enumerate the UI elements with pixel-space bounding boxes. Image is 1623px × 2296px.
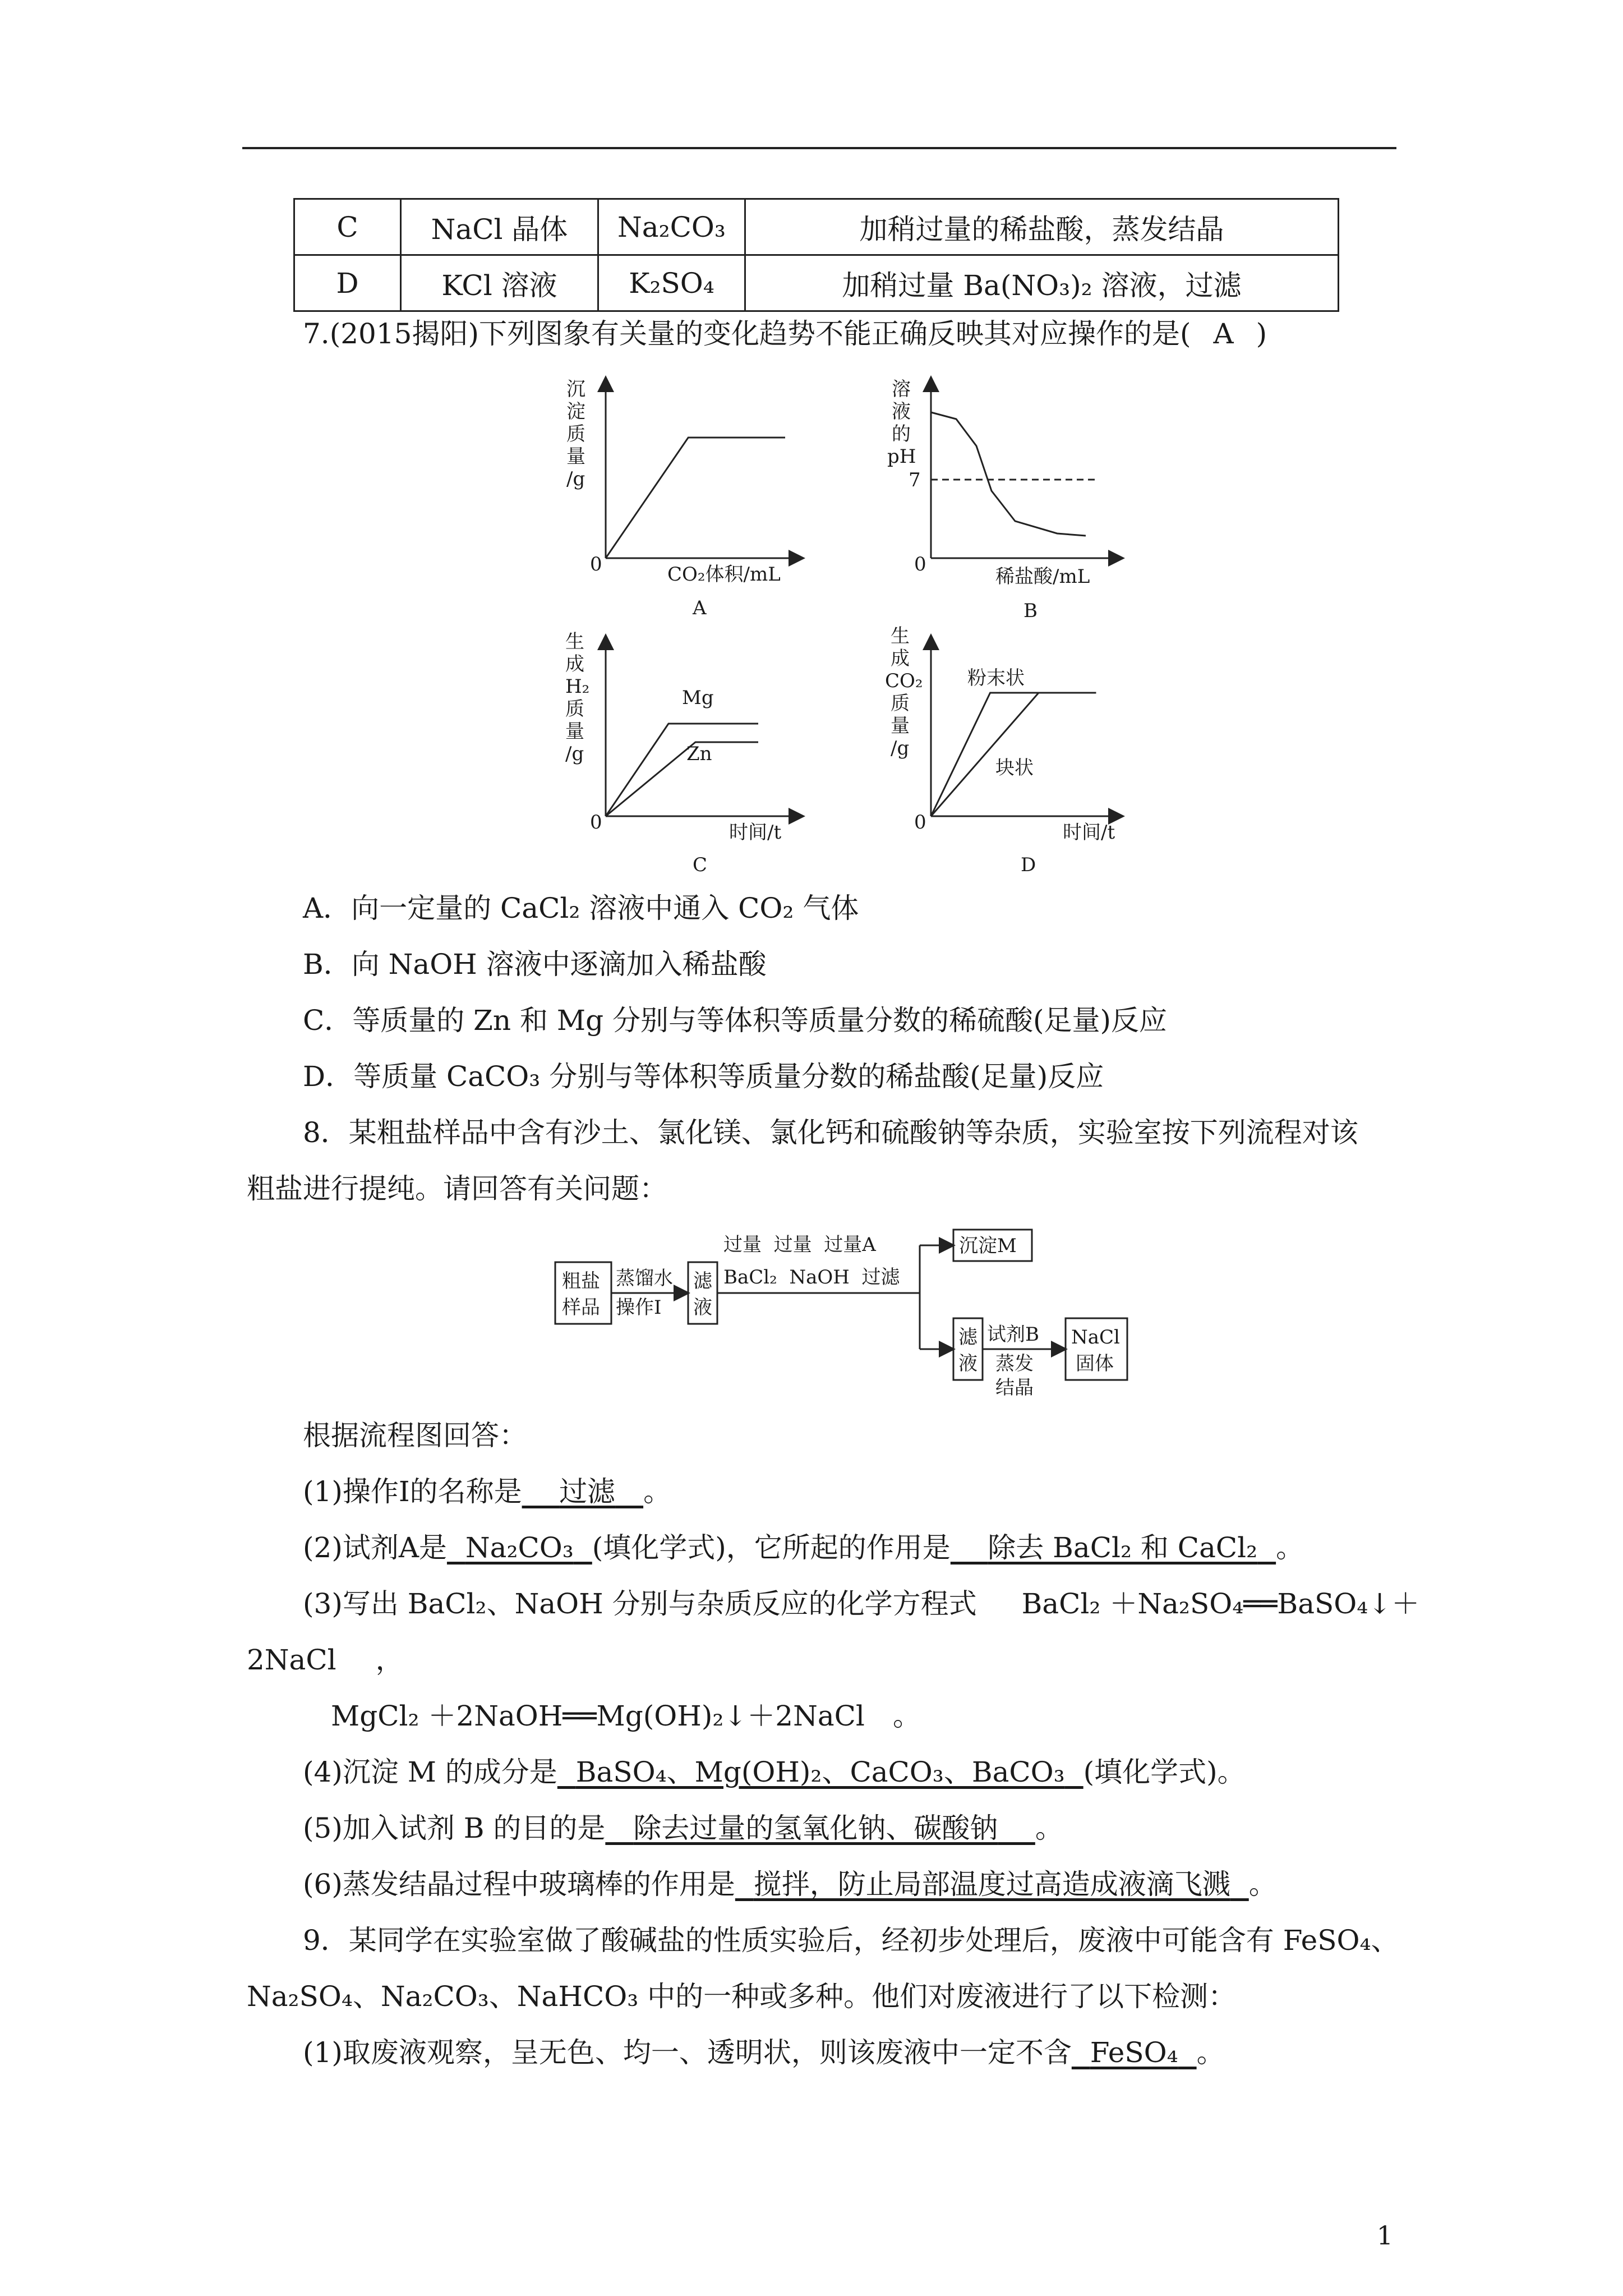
y-label-char: 量: [891, 715, 910, 737]
x-label: 时间/t: [729, 821, 782, 844]
graph-caption: A: [693, 597, 707, 619]
table-cell: KCl 溶液: [401, 255, 598, 311]
graph-d: [875, 620, 1144, 878]
flowchart: [550, 1217, 1155, 1402]
series-label: Zn: [686, 743, 712, 765]
answer-equation: BaCl₂ ＋Na₂SO₄══BaSO₄↓＋: [1021, 1588, 1420, 1620]
y-label-char: 质: [891, 692, 910, 715]
question-text: 。: [1276, 1531, 1304, 1564]
answer-equation: MgCl₂ ＋2NaOH══Mg(OH)₂↓＋2NaCl: [331, 1700, 865, 1732]
q7-answer: A: [1213, 318, 1234, 350]
series-line-zn: [606, 742, 758, 816]
q7-option-c: C．等质量的 Zn 和 Mg 分别与等体积等质量分数的稀硫酸(足量)反应: [303, 1004, 1167, 1037]
question-text: (3)写出 BaCl₂、NaOH 分别与杂质反应的化学方程式: [303, 1588, 977, 1620]
question-text: (4)沉淀 M 的成分是: [303, 1756, 557, 1788]
q9-stem-line2: Na₂SO₄、Na₂CO₃、NaHCO₃ 中的一种或多种。他们对废液进行了以下检测：: [247, 1980, 1237, 2013]
q9-part1: [303, 2033, 1225, 2072]
x-label: 稀盐酸/mL: [995, 565, 1090, 588]
question-text: 。: [1196, 2036, 1225, 2069]
q8-part5: [303, 1809, 1063, 1848]
answer-blank: 过滤: [559, 1475, 616, 1508]
graph-caption: B: [1023, 600, 1038, 622]
q8-part3-eq2: [331, 1696, 921, 1736]
question-text: ，: [375, 1644, 404, 1676]
arrow-label: 试剂B: [987, 1323, 1039, 1346]
series-label: 块状: [995, 757, 1034, 779]
series-line-lump: [931, 693, 1096, 816]
question-text: (1)取废液观察，呈无色、均一、透明状，则该废液中一定不含: [303, 2036, 1072, 2069]
question-text: (6)蒸发结晶过程中玻璃棒的作用是: [303, 1868, 735, 1901]
q7-option-a: A．向一定量的 CaCl₂ 溶液中通入 CO₂ 气体: [303, 892, 859, 924]
q8-part6: [303, 1865, 1277, 1904]
table-cell: 加稍过量的稀盐酸，蒸发结晶: [745, 199, 1339, 255]
origin-label: 0: [914, 811, 926, 834]
table-cell: Na₂CO₃: [598, 199, 745, 255]
origin-label: 0: [590, 553, 602, 576]
q8-part3-cont: [247, 1640, 404, 1680]
y-label-char: 沉: [566, 378, 585, 401]
q7-option-d: D．等质量 CaCO₃ 分别与等体积等质量分数的稀盐酸(足量)反应: [303, 1060, 1104, 1093]
y-label-char: H₂: [565, 675, 590, 698]
y-label-char: /g: [566, 468, 585, 490]
arrow-label: 蒸发: [995, 1352, 1034, 1375]
arrow-label: 结晶: [995, 1377, 1034, 1399]
header-rule: [242, 147, 1396, 149]
table-cell: NaCl 晶体: [401, 199, 598, 255]
y-label-char: /g: [565, 743, 584, 765]
question-text: (1)操作Ⅰ的名称是: [303, 1475, 522, 1508]
series-line: [931, 412, 1086, 536]
y-label-char: 质: [565, 698, 584, 720]
box-label: NaCl: [1071, 1326, 1120, 1349]
y-label-char: 液: [892, 401, 911, 423]
box-label: 固体: [1076, 1352, 1114, 1375]
x-label: 时间/t: [1063, 821, 1115, 844]
answer-equation: 2NaCl: [247, 1644, 336, 1676]
question-text: 。: [1035, 1812, 1063, 1844]
y-label-char: 量: [566, 445, 585, 468]
y-label-char: 量: [565, 720, 584, 743]
origin-label: 0: [914, 553, 926, 576]
y-label-char: /g: [891, 737, 910, 760]
table-row: [294, 255, 1339, 311]
graph-c: [555, 625, 824, 878]
y-label-char: 溶: [892, 378, 911, 401]
origin-label: 0: [590, 811, 602, 834]
series-line: [606, 438, 785, 558]
y-label-char: CO₂: [885, 670, 923, 692]
table-cell: K₂SO₄: [598, 255, 745, 311]
answer-blank: FeSO₄: [1090, 2036, 1178, 2069]
table-cell: D: [294, 255, 401, 311]
answer-blank: BaSO₄、Mg(OH)₂、CaCO₃、BaCO₃: [575, 1756, 1065, 1788]
q7-option-b: B．向 NaOH 溶液中逐滴加入稀盐酸: [303, 948, 767, 981]
options-table: [293, 198, 1339, 312]
series-line-mg: [606, 724, 758, 816]
y-label-char: 淀: [566, 401, 585, 423]
question-text: 。: [892, 1700, 921, 1732]
question-text: (填化学式)，它所起的作用是: [592, 1531, 951, 1564]
box-label: 液: [958, 1352, 978, 1375]
question-text: 。: [1248, 1868, 1277, 1901]
answer-blank: 除去过量的氢氧化钠、碳酸钠: [633, 1812, 998, 1844]
question-text: (5)加入试剂 B 的目的是: [303, 1812, 606, 1844]
series-line-powder: [931, 693, 1096, 816]
arrow-label: BaCl₂ NaOH 过滤: [723, 1266, 900, 1289]
q7-stem: [303, 314, 1267, 353]
q8-intro: 根据流程图回答：: [303, 1419, 527, 1452]
q9-stem-line1: 9．某同学在实验室做了酸碱盐的性质实验后，经初步处理后，废液中可能含有 FeSO₄、: [303, 1924, 1399, 1957]
box-label: 液: [693, 1296, 712, 1319]
box-label: 滤: [958, 1326, 978, 1349]
answer-blank: 搅拌，防止局部温度过高造成液滴飞溅: [753, 1868, 1230, 1901]
box-label: 沉淀M: [959, 1235, 1017, 1257]
table-cell: C: [294, 199, 401, 255]
answer-blank: Na₂CO₃: [465, 1531, 574, 1564]
question-text: (2)试剂A是: [303, 1531, 447, 1564]
arrow-label: 操作Ⅰ: [616, 1296, 662, 1319]
box-label: 滤: [693, 1270, 712, 1292]
q8-stem-line2: 粗盐进行提纯。请回答有关问题：: [247, 1172, 667, 1205]
box-label: 粗盐: [562, 1270, 600, 1292]
y-label-char: pH: [887, 445, 916, 468]
answer-blank: 除去 BaCl₂ 和 CaCl₂: [988, 1531, 1258, 1564]
q8-part1: [303, 1472, 671, 1511]
q7-stem-text: 7.(2015揭阳)下列图象有关量的变化趋势不能正确反映其对应操作的是(: [303, 318, 1191, 350]
graph-caption: C: [693, 854, 708, 876]
graph-b: [875, 367, 1144, 631]
series-label: 粉末状: [967, 667, 1025, 689]
table-cell: 加稍过量 Ba(NO₃)₂ 溶液，过滤: [745, 255, 1339, 311]
y-label-char: 成: [891, 647, 910, 670]
x-label: CO₂体积/mL: [667, 563, 781, 586]
q7-close: ): [1256, 318, 1267, 350]
y-label-char: 生: [891, 625, 910, 647]
question-text: (填化学式)。: [1083, 1756, 1246, 1788]
arrow-label: 蒸馏水: [616, 1267, 673, 1290]
box-label: 样品: [562, 1296, 600, 1319]
y-label-char: 生: [565, 631, 584, 653]
graph-caption: D: [1021, 854, 1036, 876]
y-tick-label: 7: [909, 469, 921, 491]
y-label-char: 成: [565, 653, 584, 675]
y-label-char: 的: [892, 423, 911, 445]
y-label-char: 质: [566, 423, 585, 445]
page-number: 1: [1376, 2220, 1393, 2251]
arrow-label: 过量 过量 过量A: [723, 1234, 876, 1256]
table-row: [294, 199, 1339, 255]
graph-a: [555, 367, 824, 631]
q8-part4: [303, 1752, 1246, 1792]
question-text: 。: [643, 1475, 672, 1508]
q8-part2: [303, 1528, 1304, 1567]
q8-part3: [303, 1584, 1419, 1623]
series-label: Mg: [682, 687, 714, 709]
q8-stem-line1: 8．某粗盐样品中含有沙土、氯化镁、氯化钙和硫酸钠等杂质，实验室按下列流程对该: [303, 1116, 1358, 1149]
